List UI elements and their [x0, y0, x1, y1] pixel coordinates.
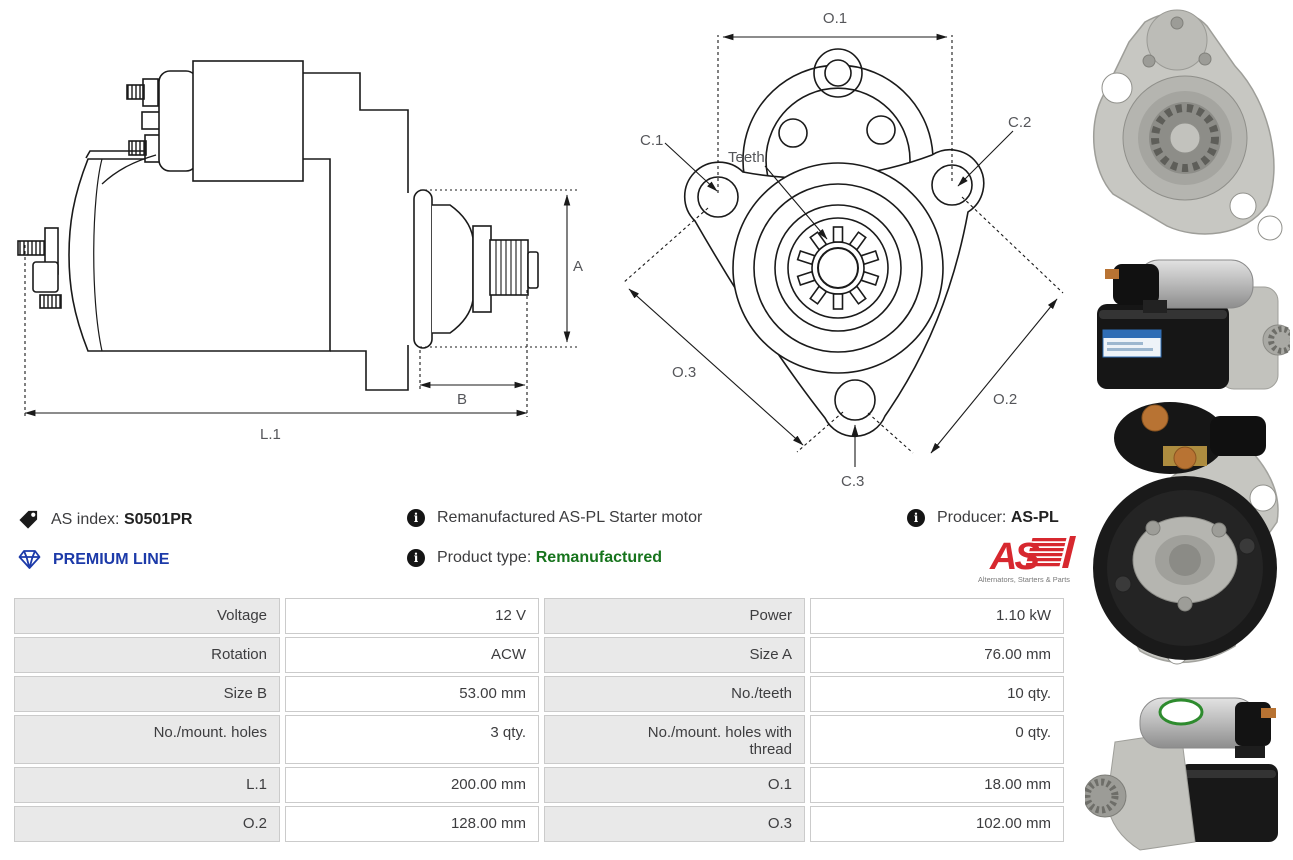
- spec-value: 0 qty.: [810, 715, 1064, 764]
- copper-terminal: [1261, 708, 1276, 718]
- product-type-label: Product type:: [437, 549, 532, 566]
- dim-label-o2: O.2: [993, 391, 1018, 408]
- logo-tagline: Alternators, Starters & Parts: [977, 575, 1071, 584]
- dim-O2-line: [931, 299, 1057, 453]
- product-photo-front-flange[interactable]: [1085, 8, 1290, 248]
- spec-label: Size A: [544, 637, 805, 673]
- hole-c1: [698, 177, 738, 217]
- product-description: Remanufactured AS-PL Starter motor: [437, 509, 703, 526]
- hole-c2: [932, 165, 972, 205]
- copper-terminal: [1142, 405, 1168, 431]
- product-type-value: Remanufactured: [535, 549, 662, 566]
- mount-hole: [1258, 216, 1282, 240]
- spec-value: 12 V: [285, 598, 539, 634]
- spec-value: 76.00 mm: [810, 637, 1064, 673]
- tag-icon: [18, 509, 39, 530]
- as-pl-logo: [972, 532, 1076, 586]
- spec-label: No./mount. holes with thread: [544, 715, 805, 764]
- dim-label-l1: L.1: [260, 426, 281, 443]
- as-index-text: [51, 511, 192, 529]
- dim-label-a: A: [573, 258, 584, 275]
- dim-label-c1: C.1: [640, 132, 664, 149]
- info-icon: i: [407, 509, 425, 527]
- spec-table: [14, 598, 1064, 842]
- spec-label: Voltage: [14, 598, 280, 634]
- spec-value: 53.00 mm: [285, 676, 539, 712]
- connector-plug: [1210, 416, 1266, 456]
- top-ear-hole: [825, 60, 851, 86]
- terminal-stud: [40, 295, 61, 308]
- dim-label-c3: C.3: [841, 473, 865, 490]
- spec-value: 128.00 mm: [285, 806, 539, 842]
- starter-front-outline: [685, 49, 984, 436]
- spec-value: 1.10 kW: [810, 598, 1064, 634]
- dim-label-c2: C.2: [1008, 114, 1032, 131]
- spec-label: Size B: [14, 676, 280, 712]
- dim-label-o3: O.3: [672, 364, 697, 381]
- dim-label-teeth: Teeth: [728, 149, 765, 166]
- producer-label: Producer:: [937, 509, 1007, 526]
- mount-hole: [1230, 193, 1256, 219]
- starter-side-outline: [18, 61, 538, 390]
- spec-value: 102.00 mm: [810, 806, 1064, 842]
- product-photo-side[interactable]: [1085, 252, 1290, 394]
- product-type-text: [437, 549, 662, 567]
- premium-line-label: PREMIUM LINE: [53, 550, 170, 568]
- spec-value: 18.00 mm: [810, 767, 1064, 803]
- as-index-row: [18, 509, 192, 530]
- copper-terminal: [1174, 447, 1196, 469]
- as-index-value: S0501PR: [123, 510, 193, 528]
- mount-flange: [414, 190, 432, 348]
- solenoid-body: [193, 61, 303, 181]
- spec-value: 200.00 mm: [285, 767, 539, 803]
- spec-value: 10 qty.: [810, 676, 1064, 712]
- side-view-drawing: [10, 45, 595, 445]
- solenoid-cap: [1113, 264, 1159, 305]
- premium-line-row: [18, 549, 169, 570]
- green-sticker: [1160, 700, 1202, 724]
- spec-value: ACW: [285, 637, 539, 673]
- logo-text: AS: [990, 536, 1037, 578]
- copper-terminal: [1105, 269, 1119, 279]
- spec-value: 3 qty.: [285, 715, 539, 764]
- info-icon: i: [407, 549, 425, 567]
- motor-body: [69, 159, 330, 351]
- spec-label: Power: [544, 598, 805, 634]
- front-view-drawing: [615, 5, 1075, 493]
- dim-label-b: B: [457, 391, 468, 408]
- spec-label: No./mount. holes: [14, 715, 280, 764]
- spec-label: No./teeth: [544, 676, 805, 712]
- product-type-row: [407, 549, 662, 567]
- spec-label: O.3: [544, 806, 805, 842]
- producer-value: AS-PL: [1010, 509, 1059, 526]
- producer-row: [907, 509, 1059, 527]
- info-icon: i: [907, 509, 925, 527]
- producer-text: [937, 509, 1059, 527]
- dim-label-o1: O.1: [822, 10, 848, 27]
- product-photo-side-left[interactable]: [1085, 682, 1290, 854]
- spec-label: O.1: [544, 767, 805, 803]
- description-row: [407, 509, 702, 527]
- as-index-label: AS index:: [51, 510, 120, 528]
- spec-label: O.2: [14, 806, 280, 842]
- spec-label: Rotation: [14, 637, 280, 673]
- solenoid-cap: [159, 71, 197, 171]
- spec-label: L.1: [14, 767, 280, 803]
- terminal-stud: [18, 241, 46, 255]
- product-photo-rear[interactable]: [1085, 396, 1290, 678]
- mount-hole: [1102, 73, 1132, 103]
- diamond-icon: [18, 549, 41, 570]
